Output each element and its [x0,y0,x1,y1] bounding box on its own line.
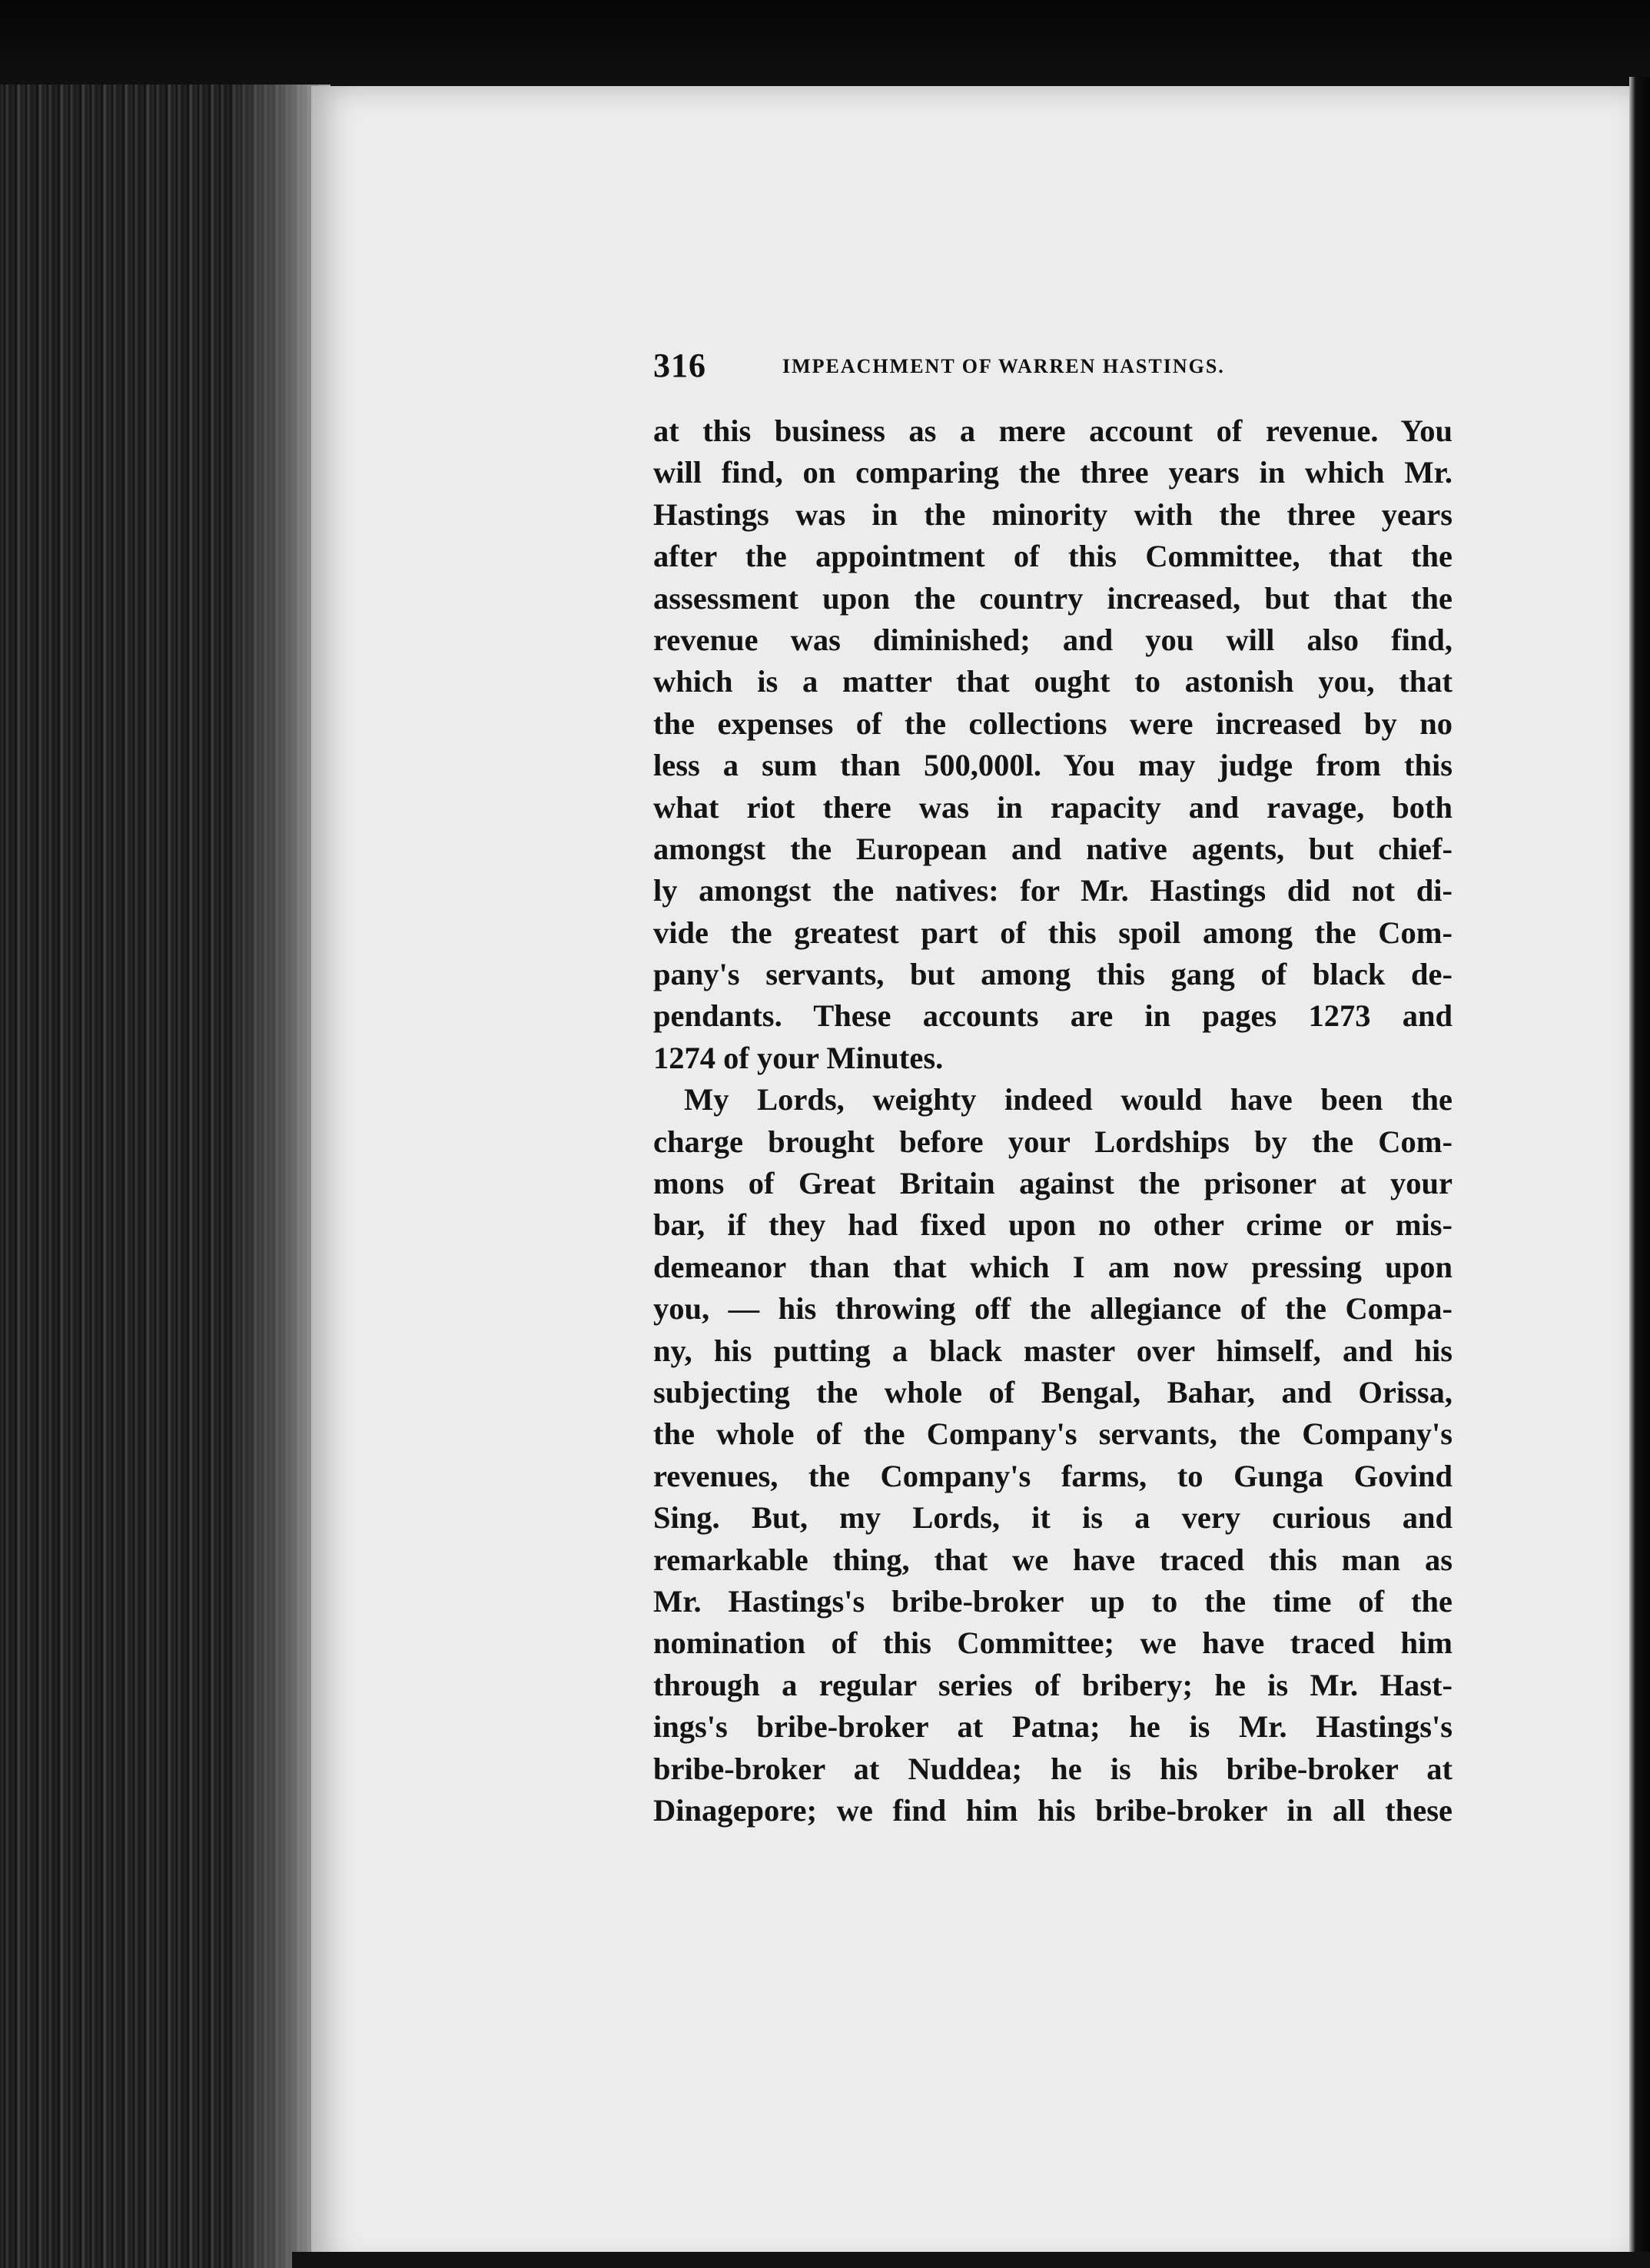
page-number: 316 [653,347,706,384]
running-title: IMPEACHMENT OF WARREN HASTINGS. [782,355,1225,377]
text-line: remarkable thing, that we have traced this man as [653,1542,1452,1577]
text-line: subjecting the whole of Bengal, Bahar, and Orissa, [653,1374,1452,1410]
text-line: what riot there was in rapacity and ravage, both [653,789,1452,825]
text-line: bar, if they had fixed upon no other crime or mis- [653,1207,1452,1243]
text-line: Dinagepore; we find him his bribe-broker in all these [653,1792,1452,1828]
text-line: charge brought before your Lordships by the Com- [653,1124,1452,1159]
text-line: through a regular series of bribery; he is Mr. Hast- [653,1667,1452,1702]
text-line: ly amongst the natives: for Mr. Hastings did not di- [653,873,1452,908]
running-head [653,346,1452,392]
text-line: My Lords, weighty indeed would have been the [684,1082,1452,1117]
text-line: less a sum than 500,000l. You may judge from this [653,748,1452,783]
text-line: which is a matter that ought to astonish you, that [653,664,1452,699]
body-text [653,410,1452,1831]
text-line: assessment upon the country increased, but that the [653,580,1452,616]
text-line: Sing. But, my Lords, it is a very curious and [653,1500,1452,1536]
text-line: ings's bribe-broker at Patna; he is Mr. Hastings's [653,1709,1452,1745]
text-line: bribe-broker at Nuddea; he is his bribe-broker at [653,1751,1452,1786]
text-line: 1274 of your Minutes. [653,1040,944,1075]
text-line: mons of Great Britain against the prisoner at your [653,1166,1452,1201]
text-line: the whole of the Company's servants, the Company's [653,1416,1452,1452]
text-line: amongst the European and native agents, but chief- [653,831,1452,866]
text-line: Mr. Hastings's bribe-broker up to the time of the [653,1583,1452,1619]
page-bottom-edge [292,2252,1650,2268]
scanner-background [0,0,1650,92]
text-line: at this business as a mere account of revenue. You [653,413,1452,448]
text-line: pany's servants, but among this gang of black de- [653,957,1452,992]
text-line: ny, his putting a black master over himself, and his [653,1333,1452,1368]
text-line: pendants. These accounts are in pages 1273 and [653,998,1452,1034]
text-line: after the appointment of this Committee, that the [653,539,1452,574]
text-line: you, — his throwing off the allegiance of the Compa- [653,1291,1452,1327]
text-line: will find, on comparing the three years in which Mr. [653,455,1452,490]
page-right-edge [1629,77,1650,2268]
text-line: nomination of this Committee; we have traced him [653,1625,1452,1661]
text-line: vide the greatest part of this spoil among the Com- [653,915,1452,950]
text-line: the expenses of the collections were increased by no [653,706,1452,741]
text-line: Hastings was in the minority with the three years [653,496,1452,532]
text-line: revenue was diminished; and you will also find, [653,622,1452,657]
text-line: demeanor than that which I am now pressing upon [653,1249,1452,1284]
text-line: revenues, the Company's farms, to Gunga Govind [653,1458,1452,1493]
